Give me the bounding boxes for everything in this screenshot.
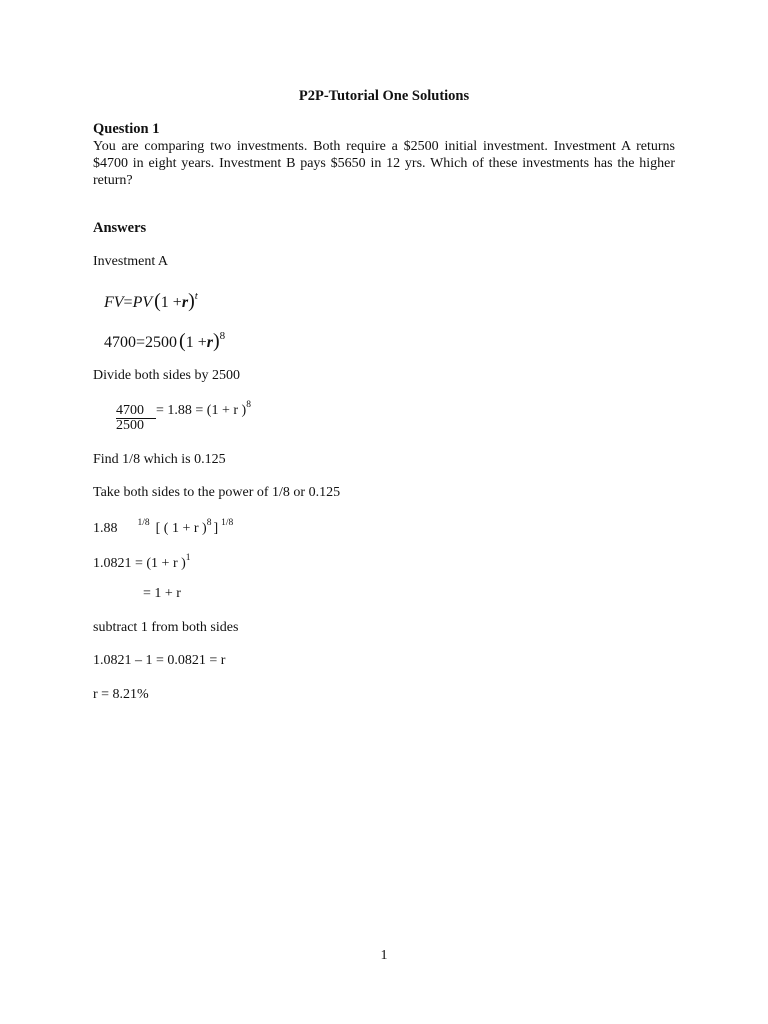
formula-values-one-plus: 1 + (185, 334, 207, 351)
formula-fv-lhs: FV (104, 294, 124, 311)
formula-fv-equals: = (123, 294, 133, 311)
formula-values-pv: 2500 (145, 334, 178, 351)
power-exponent-1: 1/8 (137, 518, 150, 528)
formula-values (104, 330, 225, 353)
result-text: 1.0821 = (1 + r ) (93, 556, 186, 571)
fraction-line (116, 400, 251, 419)
power-exponent-2: 1/8 (221, 518, 234, 528)
fraction-denominator: 2500 (116, 418, 144, 433)
formula-fv-paren-close: ) (188, 290, 195, 312)
equals-line: = 1 + r (143, 586, 181, 601)
document-title: P2P-Tutorial One Solutions (298, 88, 470, 104)
question-text: You are comparing two investments. Both require a $2500 initial investment. Investment A returns $4700 in eight years. Investment B pays $5650 in 12 yrs. Which of these investments has the higher return? (93, 139, 675, 188)
fraction-rest: = 1.88 = (1 + r ) (156, 403, 247, 418)
formula-values-r: r (206, 334, 213, 351)
formula-values-paren-open: ( (179, 330, 186, 352)
formula-fv-exponent: t (194, 290, 198, 302)
page-number: 1 (380, 948, 388, 963)
formula-values-fv: 4700 (104, 334, 136, 351)
fraction-numerator: 4700 (116, 403, 156, 419)
final-answer: r = 8.21% (93, 687, 149, 702)
answers-heading: Answers (93, 220, 147, 236)
formula-values-equals: = (136, 334, 146, 351)
step-power: Take both sides to the power of 1/8 or 0.125 (93, 485, 341, 500)
formula-values-paren-close: ) (212, 330, 220, 352)
step-subtract: subtract 1 from both sides (93, 620, 239, 635)
power-line (93, 518, 233, 537)
step-find: Find 1/8 which is 0.125 (93, 452, 226, 467)
formula-fv-one-plus: 1 + (160, 294, 182, 311)
formula-fv-paren-open: ( (154, 290, 161, 312)
power-base: 1.88 (93, 521, 118, 536)
step-divide: Divide both sides by 2500 (93, 368, 240, 383)
subtract-line: 1.0821 – 1 = 0.0821 = r (93, 653, 226, 668)
formula-fv-r: r (181, 294, 189, 311)
fraction-exponent: 8 (246, 400, 251, 410)
question-heading: Question 1 (93, 121, 160, 137)
power-bracket: [ ( 1 + r ) (155, 521, 207, 536)
result-exponent: 1 (185, 553, 191, 563)
result-line (93, 553, 191, 572)
formula-fv-pv: PV (132, 294, 153, 311)
formula-fv (104, 290, 198, 313)
formula-values-exponent: 8 (219, 330, 226, 342)
power-inner-exponent: 8 (206, 518, 212, 528)
investment-label: Investment A (93, 254, 169, 269)
power-bracket-close: ] (213, 521, 219, 536)
